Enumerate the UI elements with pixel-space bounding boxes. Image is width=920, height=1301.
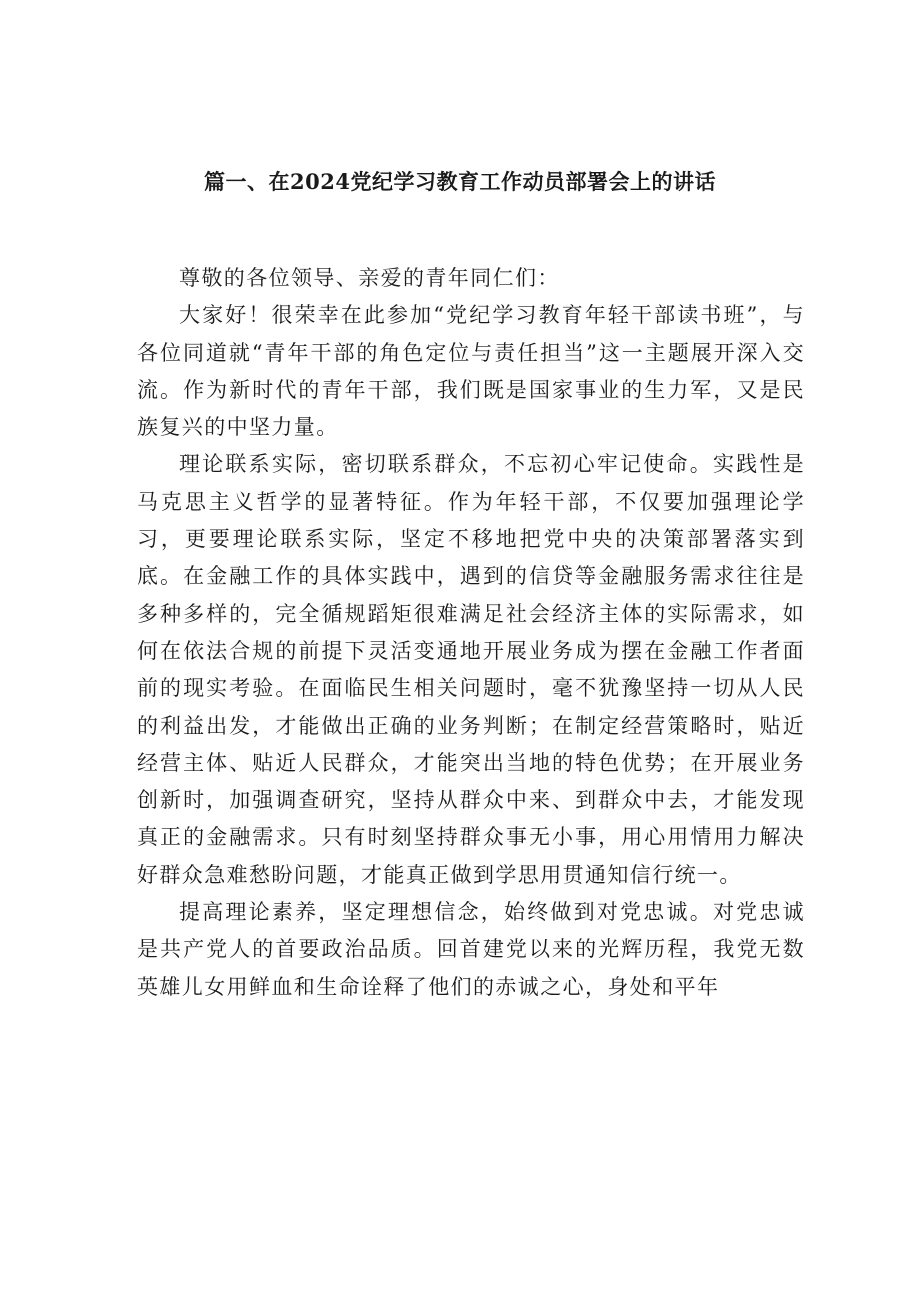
salutation-paragraph: 尊敬的各位领导、亲爱的青年同仁们：	[179, 266, 560, 290]
greeting-paragraph: 大家好！很荣幸在此参加“党纪学习教育年轻干部读书班”，与各位同道就“青年干部的角色定位与责任担当”这一主题展开深入交流。作为新时代的青年干部，我们既是国家事业的生力军，又是民族复兴的中坚力量。	[137, 303, 805, 440]
body-paragraph: 理论联系实际，密切联系群众，不忘初心牢记使命。实践性是马克思主义哲学的显著特征。作为年轻干部，不仅要加强理论学习，更要理论联系实际，坚定不移地把党中央的决策部署落实到底。在金融工作的具体实践中，遇到的信贷等金融服务需求往往是多种多样的，完全循规蹈矩很难满足社会经济主体的实际需求，如何在依法合规的前提下灵活变通地开展业务成为摆在金融工作者面前的现实考验。在面临民生相关问题时，毫不犹豫坚持一切从人民的利益出发，才能做出正确的业务判断；在制定经营策略时，贴近经营主体、贴近人民群众，才能突出当地的特色优势；在开展业务创新时，加强调查研究，坚持从群众中来、到群众中去，才能发现真正的金融需求。只有时刻坚持群众事无小事，用心用情用力解决好群众急难愁盼问题，才能真正做到学思用贯通知信行统一。	[137, 452, 805, 887]
document-body	[137, 260, 805, 1006]
document-title: 篇一、在2024党纪学习教育工作动员部署会上的讲话	[204, 169, 716, 194]
body-paragraph: 提高理论素养，坚定理想信念，始终做到对党忠诚。对党忠诚是共产党人的首要政治品质。回首建党以来的光辉历程，我党无数英雄儿女用鲜血和生命诠释了他们的赤诚之心，身处和平年	[137, 900, 805, 999]
